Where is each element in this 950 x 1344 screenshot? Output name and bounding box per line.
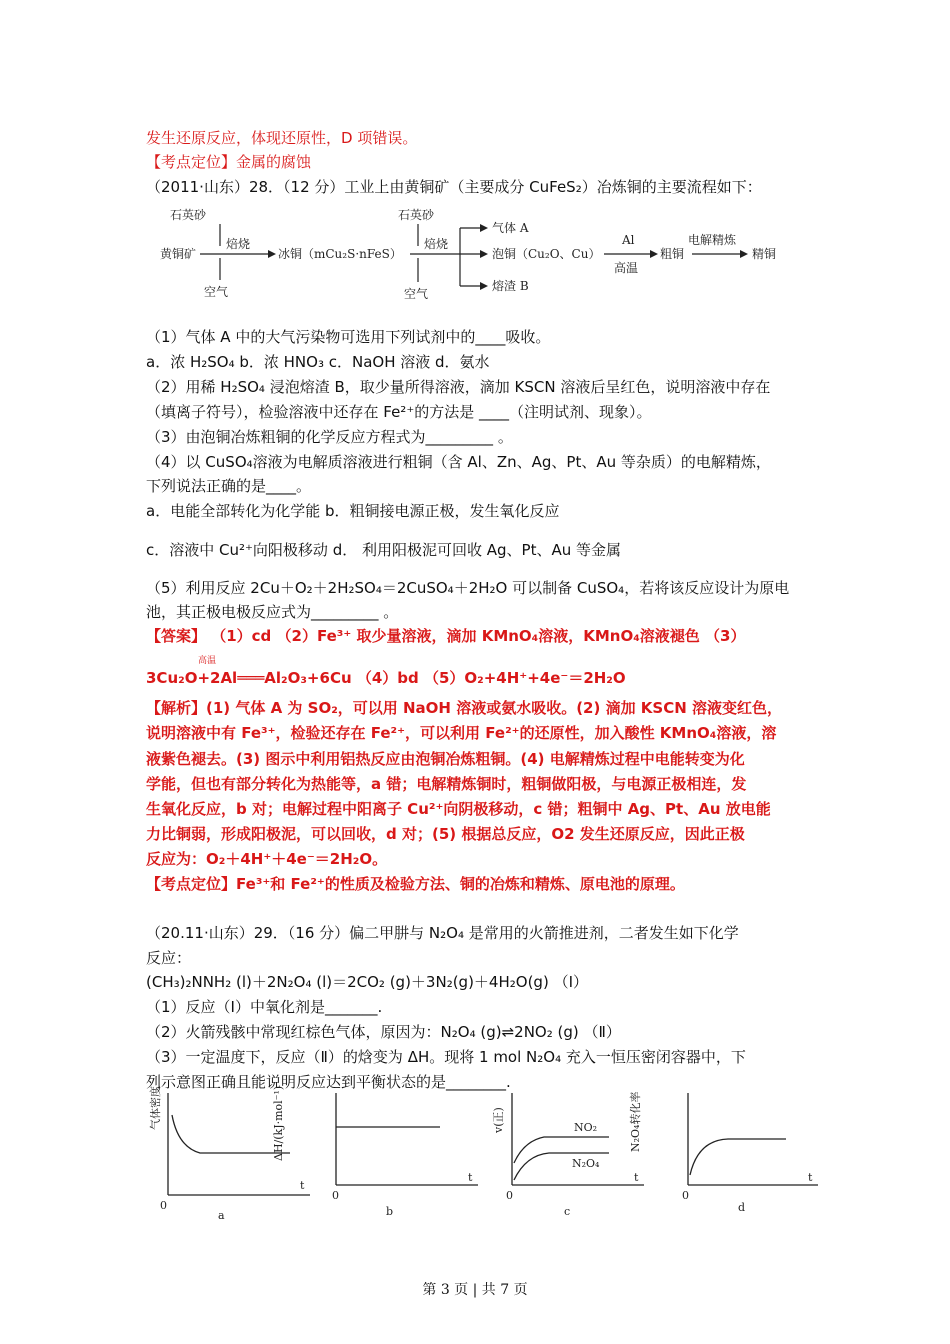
- page-footer: 第 3 页 | 共 7 页: [422, 1282, 528, 1298]
- flow-label: 空气: [204, 285, 229, 299]
- question-line: 反应：: [146, 949, 192, 967]
- t-axis-label: t: [634, 1171, 639, 1184]
- question-line: （2）火箭残骸中常现红棕色气体，原因为：N₂O₄ (g)⇌2NO₂ (g) （Ⅱ）: [146, 1023, 621, 1041]
- flow-label: 石英砂: [398, 208, 435, 222]
- question-line: （1）气体 A 中的大气污染物可选用下列试剂中的____吸收。: [146, 328, 551, 346]
- origin-label: 0: [332, 1189, 339, 1202]
- y-axis-label: 气体密度: [149, 1086, 162, 1130]
- question-line: 列示意图正确且能说明反应达到平衡状态的是________.: [146, 1073, 511, 1091]
- question-line: 池，其正极电极反应式为_________ 。: [146, 603, 399, 621]
- origin-label: 0: [682, 1189, 689, 1202]
- analysis-line: 学能，但也有部分转化为热能等，a 错；电解精炼铜时，粗铜做阳极，与电源正极相连，发: [146, 775, 747, 793]
- reaction-condition: 高温: [198, 656, 217, 666]
- graph-d: [629, 1085, 838, 1220]
- flow-label: 熔渣 B: [492, 279, 529, 293]
- text-line: 发生还原反应，体现还原性，D 项错误。: [146, 129, 418, 147]
- series-label: N₂O₄: [572, 1157, 600, 1170]
- origin-label: 0: [506, 1189, 513, 1202]
- answer-line: 【答案】 （1）cd （2）Fe³⁺ 取少量溶液，滴加 KMnO₄溶液，KMnO₄溶液褪色 （3）: [146, 627, 746, 645]
- flow-label: 焙烧: [424, 237, 449, 251]
- flow-label: 气体 A: [492, 221, 529, 235]
- flow-label: 电解精炼: [688, 233, 737, 247]
- analysis-line: 【考点定位】Fe³⁺和 Fe²⁺的性质及检验方法、铜的冶炼和精炼、原电池的原理。: [146, 875, 685, 893]
- question-line: （5）利用反应 2Cu＋O₂＋2H₂SO₄＝2CuSO₄＋2H₂O 可以制备 CuSO₄，若将该反应设计为原电: [146, 579, 790, 597]
- t-axis-label: t: [468, 1171, 473, 1184]
- analysis-line: 【解析】(1) 气体 A 为 SO₂，可以用 NaOH 溶液或氨水吸收。(2) 滴加 KSCN 溶液变红色，: [146, 699, 783, 717]
- analysis-line: 生氧化反应，b 对；电解过程中阳离子 Cu²⁺向阴极移动，c 错；粗铜中 Ag、Pt、Au 放电能: [146, 800, 771, 818]
- flow-label: 石英砂: [170, 208, 207, 222]
- origin-label: 0: [160, 1199, 167, 1212]
- t-axis-label: t: [300, 1179, 305, 1192]
- process-flow-diagram: [160, 200, 800, 310]
- graph-label: d: [738, 1201, 746, 1214]
- flow-label: 精铜: [752, 247, 777, 261]
- graph-label: b: [386, 1205, 394, 1218]
- analysis-line: 液紫色褪去。(3) 图示中利用铝热反应由泡铜冶炼粗铜。(4) 电解精炼过程中电能转变为化: [146, 750, 745, 768]
- y-axis-label: v(正): [492, 1107, 505, 1133]
- question-line: （3）由泡铜冶炼粗铜的化学反应方程式为_________ 。: [146, 428, 513, 446]
- question-line: c．溶液中 Cu²⁺向阳极移动 d． 利用阳极泥可回收 Ag、Pt、Au 等金属: [146, 541, 621, 559]
- graph-a: [150, 1085, 320, 1220]
- text-line: 【考点定位】金属的腐蚀: [146, 153, 312, 171]
- question-line: （20.11·山东）29．（16 分）偏二甲肼与 N₂O₄ 是常用的火箭推进剂，二者发生如下化学: [146, 924, 739, 942]
- analysis-line: 反应为：O₂＋4H⁺＋4e⁻＝2H₂O。: [146, 850, 388, 868]
- question-line: （4）以 CuSO₄溶液为电解质溶液进行粗铜（含 Al、Zn、Ag、Pt、Au 等杂质）的电解精炼，: [146, 453, 771, 471]
- flow-label: 空气: [404, 287, 429, 301]
- answer-line: 3Cu₂O+2Al═══Al₂O₃+6Cu （4）bd （5）O₂+4H⁺+4e⁻＝2H₂O: [146, 669, 626, 687]
- t-axis-label: t: [808, 1171, 813, 1184]
- flow-label: 冰铜（mCu₂S·nFeS）: [278, 247, 402, 261]
- question-line: a．电能全部转化为化学能 b．粗铜接电源正极，发生氧化反应: [146, 502, 560, 520]
- y-axis-label: N₂O₄转化率: [629, 1091, 642, 1152]
- flow-label: 黄铜矿: [160, 247, 197, 261]
- question-line: （填离子符号），检验溶液中还存在 Fe²⁺的方法是 ____（注明试剂、现象）。: [146, 403, 652, 421]
- analysis-line: 说明溶液中有 Fe³⁺，检验还存在 Fe²⁺，可以利用 Fe²⁺的还原性，加入酸性 KMnO₄溶液，溶: [146, 724, 777, 742]
- flow-label: 焙烧: [226, 237, 251, 251]
- graph-label: a: [218, 1209, 225, 1222]
- question-line: (CH₃)₂NNH₂ (l)＋2N₂O₄ (l)＝2CO₂ (g)＋3N₂(g)＋4H₂O(g) （Ⅰ）: [146, 973, 588, 991]
- question-line: 下列说法正确的是____。: [146, 477, 312, 495]
- series-label: NO₂: [574, 1121, 598, 1134]
- question-line: （2）用稀 H₂SO₄ 浸泡熔渣 B，取少量所得溶液，滴加 KSCN 溶液后呈红色，说明溶液中存在: [146, 378, 771, 396]
- question-line: （1）反应（Ⅰ）中氧化剂是_______.: [146, 998, 383, 1016]
- y-axis-label: ΔH/(kJ·mol⁻¹): [272, 1085, 285, 1161]
- flow-label: 高温: [614, 261, 639, 275]
- question-line: a．浓 H₂SO₄ b．浓 HNO₃ c．NaOH 溶液 d．氨水: [146, 353, 490, 371]
- graph-b: [272, 1085, 488, 1220]
- flow-label: 泡铜（Cu₂O、Cu）: [492, 247, 601, 261]
- flow-label: 粗铜: [660, 247, 685, 261]
- question-line: （3）一定温度下，反应（Ⅱ）的焓变为 ΔH。现将 1 mol N₂O₄ 充入一恒压密闭容器中，下: [146, 1048, 746, 1066]
- graph-label: c: [564, 1205, 571, 1218]
- flow-label: Al: [622, 233, 635, 247]
- analysis-line: 力比铜弱，形成阳极泥，可以回收，d 对；(5) 根据总反应，O2 发生还原反应，因此正极: [146, 825, 745, 843]
- text-line: （2011·山东）28．（12 分）工业上由黄铜矿（主要成分 CuFeS₂）冶炼铜的主要流程如下：: [146, 178, 762, 196]
